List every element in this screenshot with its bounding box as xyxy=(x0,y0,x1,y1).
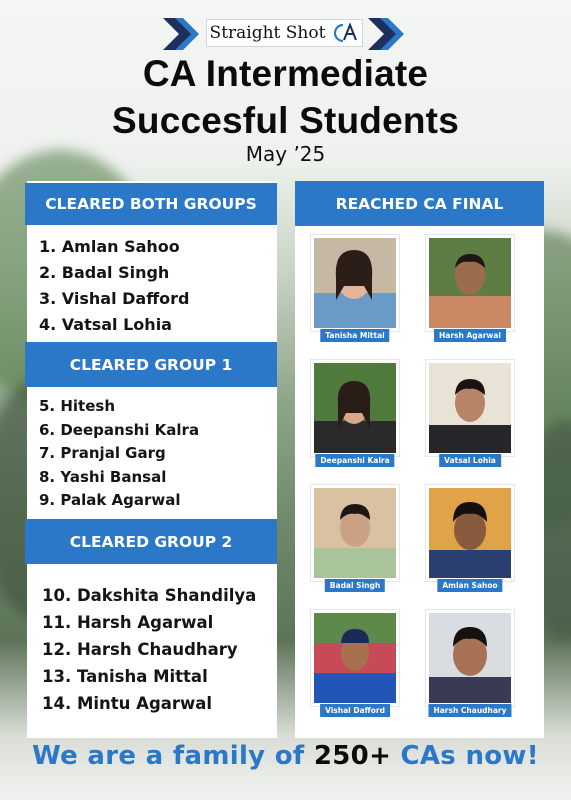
student-photo xyxy=(311,485,399,590)
chevron-right-icon xyxy=(163,18,203,50)
page-subtitle: May ’25 xyxy=(245,142,326,166)
group-2-list xyxy=(42,582,292,717)
list-item: 6. Deepanshi Kalra xyxy=(39,420,200,439)
photo-caption: Amlan Sahoo xyxy=(437,579,502,592)
photo-caption: Tanisha Mittal xyxy=(320,329,389,342)
student-photo xyxy=(311,235,399,340)
brand-name: Straight Shot xyxy=(209,23,326,43)
section-heading-group-2: CLEARED GROUP 2 xyxy=(25,519,277,564)
group-1-list xyxy=(39,395,289,513)
list-item: 7. Pranjal Garg xyxy=(39,444,166,462)
student-photo xyxy=(426,235,514,340)
list-item: 10. Dakshita Shandilya xyxy=(42,586,257,605)
list-item: 12. Harsh Chaudhary xyxy=(42,640,238,659)
ca-final-panel xyxy=(295,181,544,738)
footer-text-pre: We are a family of xyxy=(32,741,314,771)
section-heading-group-1: CLEARED GROUP 1 xyxy=(25,342,277,387)
student-photo xyxy=(426,610,514,715)
photo-caption: Vishal Dafford xyxy=(320,704,390,717)
photo-caption: Vatsal Lohia xyxy=(439,454,501,467)
list-item: 11. Harsh Agarwal xyxy=(42,613,214,632)
both-groups-list xyxy=(39,234,289,338)
list-item: 1. Amlan Sahoo xyxy=(39,237,180,256)
photo-caption: Harsh Chaudhary xyxy=(428,704,511,717)
brand-header xyxy=(0,18,571,50)
results-list-panel xyxy=(27,181,277,738)
list-item: 2. Badal Singh xyxy=(39,263,170,282)
brand-logo xyxy=(206,19,363,47)
student-photo xyxy=(311,610,399,715)
section-heading-ca-final: REACHED CA FINAL xyxy=(295,181,544,226)
list-item: 3. Vishal Dafford xyxy=(39,289,190,308)
list-item: 5. Hitesh xyxy=(39,397,116,415)
photo-caption: Deepanshi Kalra xyxy=(315,454,394,467)
student-photo xyxy=(311,360,399,465)
ca-logo-icon xyxy=(331,22,359,44)
student-photo xyxy=(426,360,514,465)
section-heading-both-groups: CLEARED BOTH GROUPS xyxy=(25,183,277,225)
list-item: 14. Mintu Agarwal xyxy=(42,694,213,713)
footer-highlight: 250+ xyxy=(313,741,392,771)
list-item: 4. Vatsal Lohia xyxy=(39,315,172,334)
list-item: 9. Palak Agarwal xyxy=(39,491,181,509)
photo-caption: Harsh Agarwal xyxy=(434,329,506,342)
page-title-line1: CA Intermediate xyxy=(142,53,429,94)
footer-text-post: CAs now! xyxy=(391,741,539,771)
student-photo xyxy=(426,485,514,590)
page-title-line2: Succesful Students xyxy=(112,100,459,141)
chevron-right-icon xyxy=(368,18,408,50)
list-item: 13. Tanisha Mittal xyxy=(42,667,208,686)
list-item: 8. Yashi Bansal xyxy=(39,467,167,486)
photo-caption: Badal Singh xyxy=(325,579,385,592)
footer-tagline xyxy=(0,741,571,771)
